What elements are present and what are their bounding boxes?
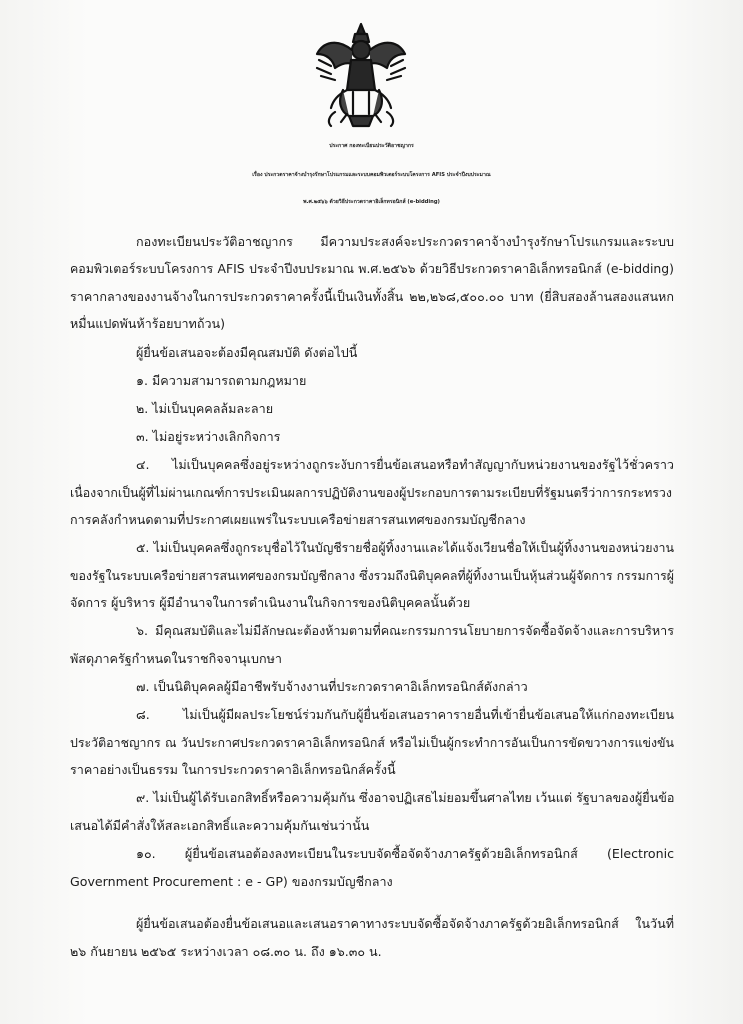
announcement-subject-line1: เรื่อง ประกวดราคาจ้างบำรุงรักษาโปรแกรมและระบบคอมพิวเตอร์ระบบโครงการ AFIS ประจำปีงบประมาณ <box>252 172 491 178</box>
qualifications-heading: ผู้ยื่นข้อเสนอจะต้องมีคุณสมบัติ ดังต่อไปนี้ <box>136 345 358 360</box>
intro-line: หมื่นแปดพันห้าร้อยบาทถ้วน) <box>70 316 226 331</box>
qualification-item-continued: เสนอได้มีคำสั่งให้สละเอกสิทธิ์และความคุ้มกันเช่นว่านั้น <box>70 818 370 833</box>
qualification-item-continued: การคลังกำหนดตามที่ประกาศเผยแพร่ในระบบเครือข่ายสารสนเทศของกรมบัญชีกลาง <box>70 512 526 527</box>
qualification-item: ๔. ไม่เป็นบุคคลซึ่งอยู่ระหว่างถูกระงับการยื่นข้อเสนอหรือทำสัญญากับหน่วยงานของรัฐไว้ชั่วคราว <box>136 457 674 472</box>
qualification-item: ๗. เป็นนิติบุคคลผู้มีอาชีพรับจ้างงานที่ประกวดราคาอิเล็กทรอนิกส์ดังกล่าว <box>136 679 528 694</box>
qualification-item: ๘. ไม่เป็นผู้มีผลประโยชน์ร่วมกันกับผู้ยื่นข้อเสนอราคารายอื่นที่เข้ายื่นข้อเสนอให้แก่กองทะเบียน <box>136 707 674 722</box>
qualification-item-continued: ราคาอย่างเป็นธรรม ในการประกวดราคาอิเล็กทรอนิกส์ครั้งนี้ <box>70 762 396 777</box>
qualification-item: ๑. มีความสามารถตามกฎหมาย <box>136 373 307 388</box>
qualification-item: ๒. ไม่เป็นบุคคลล้มละลาย <box>136 401 274 416</box>
qualification-item-continued: Government Procurement : e - GP) ของกรมบัญชีกลาง <box>70 874 393 889</box>
closing-line: ๒๖ กันยายน ๒๕๖๕ ระหว่างเวลา ๐๘.๓๐ น. ถึง ๑๖.๓๐ น. <box>70 944 382 959</box>
intro-line: กองทะเบียนประวัติอาชญากร มีความประสงค์จะประกวดราคาจ้างบำรุงรักษาโปรแกรมและระบบ <box>136 234 674 249</box>
announcement-subject-line2: พ.ศ.๒๕๖๖ ด้วยวิธีประกวดราคาอิเล็กทรอนิกส์ (e-bidding) <box>303 199 440 205</box>
qualification-item: ๖. มีคุณสมบัติและไม่มีลักษณะต้องห้ามตามที่คณะกรรมการนโยบายการจัดซื้อจัดจ้างและการบริหาร <box>136 623 674 638</box>
qualification-item-continued: ของรัฐในระบบเครือข่ายสารสนเทศของกรมบัญชีกลาง ซึ่งรวมถึงนิติบุคคลที่ผู้ทิ้งงานเป็นหุ้นส่วนผู้จัดการ กรรมการผู้ <box>70 568 674 583</box>
qualification-item-continued: เนื่องจากเป็นผู้ที่ไม่ผ่านเกณฑ์การประเมินผลการปฏิบัติงานของผู้ประกอบการตามระเบียบที่รัฐมนตรีว่าการกระทรวง <box>70 485 672 500</box>
garuda-emblem-icon <box>313 20 409 130</box>
qualification-item-continued: พัสดุภาครัฐกำหนดในราชกิจจานุเบกษา <box>70 651 282 666</box>
qualification-item: ๓. ไม่อยู่ระหว่างเลิกกิจการ <box>136 429 281 444</box>
qualification-item: ๙. ไม่เป็นผู้ได้รับเอกสิทธิ์หรือความคุ้มกัน ซึ่งอาจปฏิเสธไม่ยอมขึ้นศาลไทย เว้นแต่ รัฐบาลของผู้ยื่นข้อ <box>136 790 675 805</box>
qualification-item: ๑๐. ผู้ยื่นข้อเสนอต้องลงทะเบียนในระบบจัดซื้อจัดจ้างภาครัฐด้วยอิเล็กทรอนิกส์ (Electronic <box>136 846 674 861</box>
intro-line: ราคากลางของงานจ้างในการประกวดราคาครั้งนี้เป็นเงินทั้งสิ้น ๒๒,๒๖๘,๕๐๐.๐๐ บาท (ยี่สิบสองล้านสองแสนหก <box>70 289 674 304</box>
intro-line: คอมพิวเตอร์ระบบโครงการ AFIS ประจำปีงบประมาณ พ.ศ.๒๕๖๖ ด้วยวิธีประกวดราคาอิเล็กทรอนิกส์ (e-bidding) <box>70 261 674 276</box>
qualification-item: ๕. ไม่เป็นบุคคลซึ่งถูกระบุชื่อไว้ในบัญชีรายชื่อผู้ทิ้งงานและได้แจ้งเวียนชื่อให้เป็นผู้ทิ้งงานของหน่วยงาน <box>136 540 674 555</box>
closing-line: ผู้ยื่นข้อเสนอต้องยื่นข้อเสนอและเสนอราคาทางระบบจัดซื้อจัดจ้างภาครัฐด้วยอิเล็กทรอนิกส์ ในวันที่ <box>136 916 674 931</box>
qualification-item-continued: ประวัติอาชญากร ณ วันประกาศประกวดราคาอิเล็กทรอนิกส์ หรือไม่เป็นผู้กระทำการอันเป็นการขัดขวางการแข่งขัน <box>70 735 674 750</box>
qualification-item-continued: จัดการ ผู้บริหาร ผู้มีอำนาจในการดำเนินงานในกิจการของนิติบุคคลนั้นด้วย <box>70 595 471 610</box>
announcement-title: ประกาศ กองทะเบียนประวัติอาชญากร <box>329 143 414 149</box>
